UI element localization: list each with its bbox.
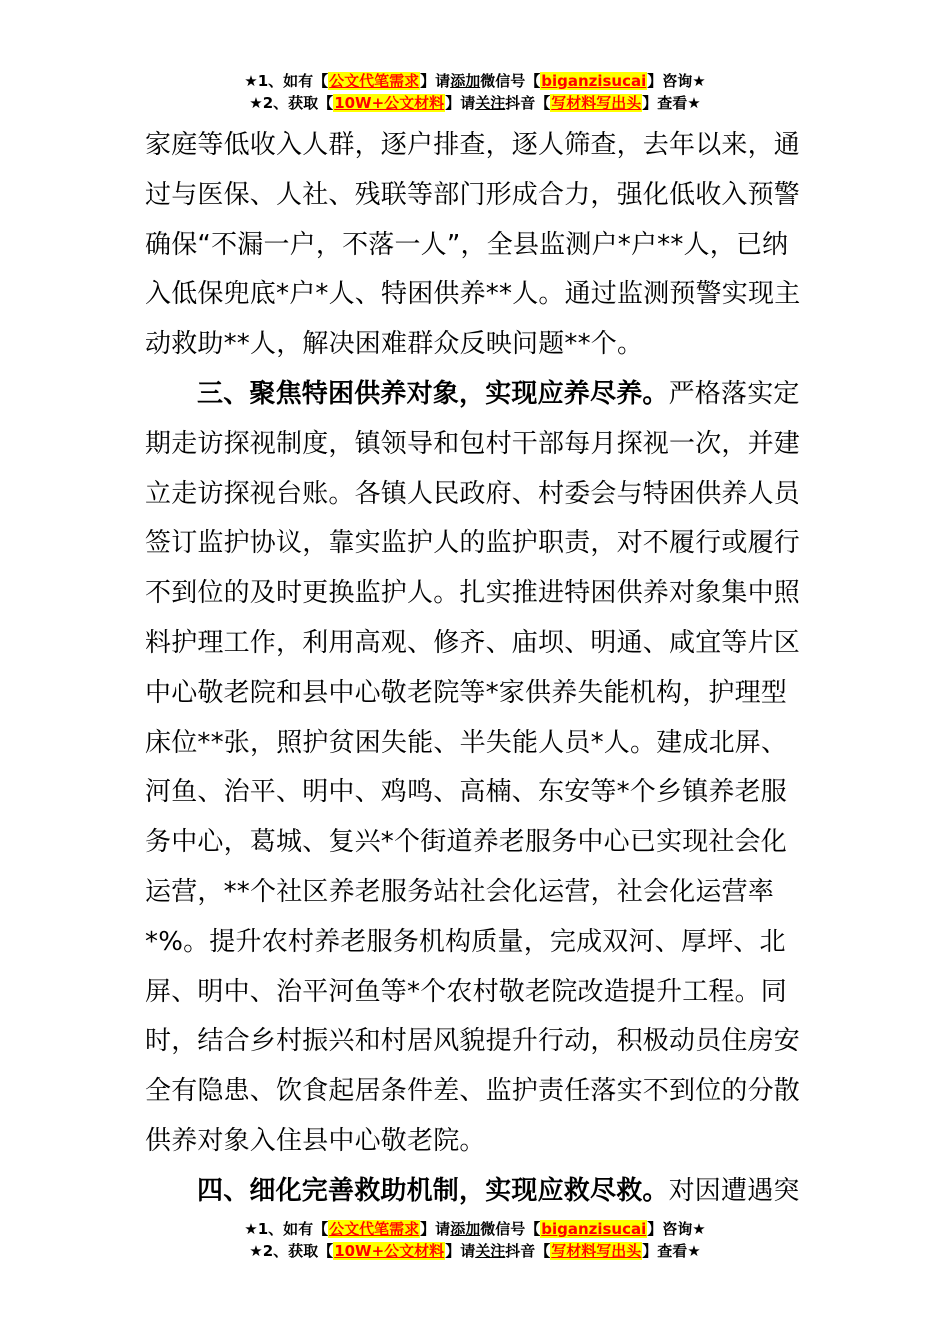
highlight-materials: 10W+公文材料 xyxy=(334,94,445,112)
highlight-service: 公文代笔需求 xyxy=(329,72,420,90)
section-4-paragraph xyxy=(145,1167,810,1217)
section-3-paragraph xyxy=(145,370,810,1167)
promo-line-1-bottom: ★1、如有【公文代笔需求】请添加微信号【biganzisucai】咨询★ xyxy=(244,1220,706,1238)
section-4-text: 对因遭遇突 xyxy=(668,1175,800,1206)
document-body xyxy=(145,121,810,1217)
promo-banner-top xyxy=(0,70,950,114)
highlight-wechat-id: biganzisucai xyxy=(541,72,647,90)
section-3-text: 严格落实定期走访探视制度，镇领导和包村干部每月探视一次，并建立走访探视台账。各镇人民政府、村委会与特困供养人员签订监护协议，靠实监护人的监护职责，对不履行或履行不到位的及时更换监护人。扎实推进特困供养对象集中照料护理工作，利用高观、修齐、庙坝、明通、咸宜等片区中心敬老院和县中心敬老院等*家供养失能机构，护理型床位**张，照护贫困失能、半失能人员*人。建成北屏、河鱼、治平、明中、鸡鸣、高楠、东安等*个乡镇养老服务中心，葛城、复兴*个街道养老服务中心已实现社会化运营，**个社区养老服务站社会化运营，社会化运营率*%。提升农村养老服务机构质量，完成双河、厚坪、北屏、明中、治平河鱼等*个农村敬老院改造提升工程。同时，结合乡村振兴和村居风貌提升行动，积极动员住房安全有隐患、饮食起居条件差、监护责任落实不到位的分散供养对象入住县中心敬老院。 xyxy=(145,378,801,1156)
highlight-douyin: 写材料写出头 xyxy=(551,94,642,112)
promo-line-2-bottom: ★2、获取【10W+公文材料】请关注抖音【写材料写出头】查看★ xyxy=(249,1242,701,1260)
section-3-heading: 三、聚焦特困供养对象，实现应养尽养。 xyxy=(197,378,669,409)
promo-line-2: ★2、获取【10W+公文材料】请关注抖音【写材料写出头】查看★ xyxy=(249,94,701,112)
paragraph-continued: 家庭等低收入人群，逐户排查，逐人筛查，去年以来，通过与医保、人社、残联等部门形成合力，强化低收入预警确保“不漏一户，不落一人”，全县监测户*户**人，已纳入低保兜底*户*人、特困供养**人。通过监测预警实现主动救助**人，解决困难群众反映问题**个。 xyxy=(145,130,801,360)
promo-line-1: ★1、如有【公文代笔需求】请添加微信号【biganzisucai】咨询★ xyxy=(244,72,706,90)
section-4-heading: 四、细化完善救助机制，实现应救尽救。 xyxy=(197,1175,669,1206)
promo-banner-bottom xyxy=(0,1218,950,1262)
